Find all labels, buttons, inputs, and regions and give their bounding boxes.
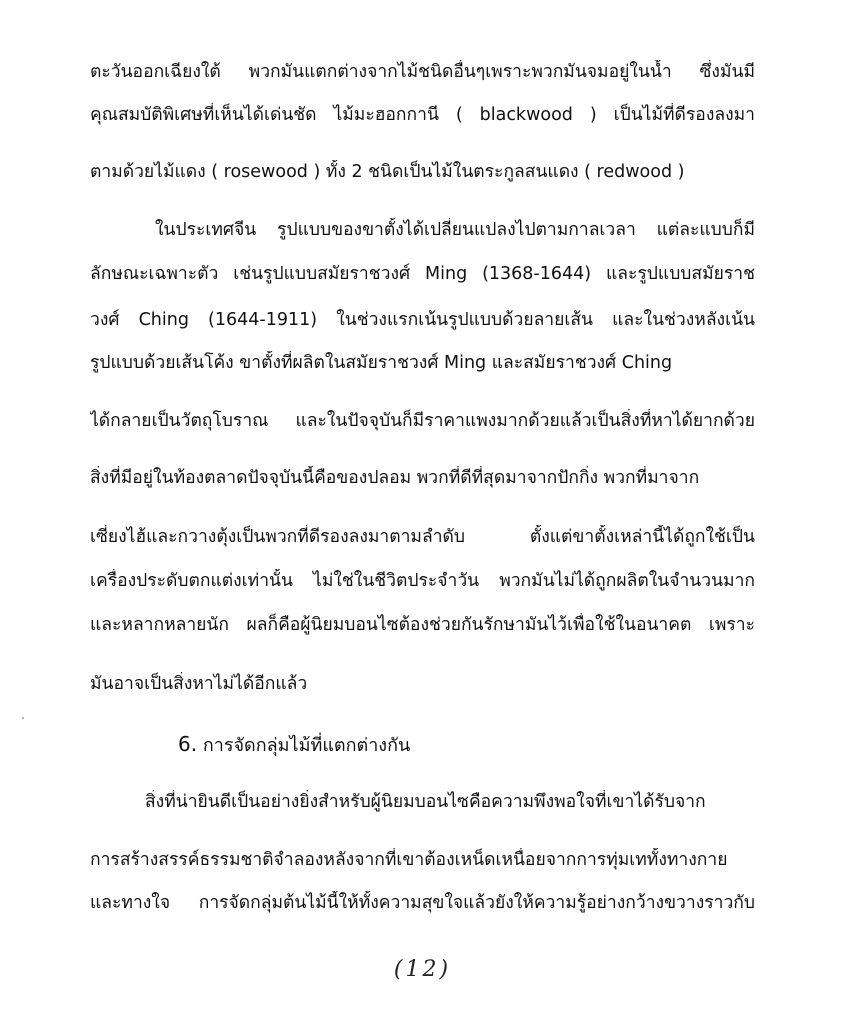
paragraph-line-7: รูปแบบด้วยเส้นโค้ง ขาตั้งที่ผลิตในสมัยราชวงศ์ Ming และสมัยราชวงศ์ Ching	[90, 353, 673, 373]
page-number: (12)	[393, 957, 452, 982]
section-heading	[178, 732, 410, 758]
paragraph-line-4: ในประเทศจีน รูปแบบของขาตั้งได้เปลี่ยนแปลงไปตามกาลเวลา แต่ละแบบก็มี	[155, 220, 755, 240]
paragraph2-line-2: การสร้างสรรค์ธรรมชาติจำลองหลังจากที่เขาต้องเหน็ดเหนื่อยจากการทุ่มเททั้งทางกาย	[90, 850, 728, 870]
paragraph-line-3: ตามด้วยไม้แดง ( rosewood ) ทั้ง 2 ชนิดเป็นไม้ในตระกูลสนแดง ( redwood )	[90, 162, 685, 182]
section-title: การจัดกลุ่มไม้ที่แตกต่างกัน	[202, 735, 411, 756]
scan-speck	[22, 717, 24, 719]
paragraph-line-9: สิ่งที่มีอยู่ในท้องตลาดปัจจุบันนี้คือของปลอม พวกที่ดีที่สุดมาจากปักกิ่ง พวกที่มาจาก	[90, 468, 700, 488]
paragraph-line-1: ตะวันออกเฉียงใต้ พวกมันแตกต่างจากไม้ชนิดอื่นๆเพราะพวกมันจมอยู่ในน้ำ ซึ่งมันมี	[90, 62, 755, 82]
paragraph-line-2: คุณสมบัติพิเศษที่เห็นได้เด่นชัด ไม้มะฮอกกานี ( blackwood ) เป็นไม้ที่ดีรองลงมา	[90, 105, 755, 125]
paragraph-line-13: มันอาจเป็นสิ่งหาไม่ได้อีกแล้ว	[90, 674, 308, 694]
paragraph-line-5: ลักษณะเฉพาะตัว เช่นรูปแบบสมัยราชวงศ์ Ming (1368-1644) และรูปแบบสมัยราช	[90, 264, 755, 284]
paragraph-line-8: ได้กลายเป็นวัตถุโบราณ และในปัจจุบันก็มีราคาแพงมากด้วยแล้วเป็นสิ่งที่หาได้ยากด้วย	[90, 411, 755, 431]
paragraph-line-10: เซี่ยงไฮ้และกวางตุ้งเป็นพวกที่ดีรองลงมาตามลำดับ ตั้งแต่ขาตั้งเหล่านี้ได้ถูกใช้เป็น	[90, 527, 755, 547]
paragraph-line-6: วงศ์ Ching (1644-1911) ในช่วงแรกเน้นรูปแบบด้วยลายเส้น และในช่วงหลังเน้น	[90, 310, 755, 330]
paragraph2-line-3: และทางใจ การจัดกลุ่มต้นไม้นี้ให้ทั้งความสุขใจแล้วยังให้ความรู้อย่างกว้างขวางราวกับ	[90, 893, 755, 913]
paragraph2-line-1: สิ่งที่น่ายินดีเป็นอย่างยิ่งสำหรับผู้นิยมบอนไซคือความพึงพอใจที่เขาได้รับจาก	[145, 792, 706, 812]
section-number: 6.	[178, 732, 198, 756]
paragraph-line-11: เครื่องประดับตกแต่งเท่านั้น ไม่ใช่ในชีวิตประจำวัน พวกมันไม่ได้ถูกผลิตในจำนวนมาก	[90, 571, 755, 591]
paragraph-line-12: และหลากหลายนัก ผลก็คือผู้นิยมบอนไซต้องช่วยกันรักษามันไว้เพื่อใช้ในอนาคต เพราะ	[90, 615, 755, 635]
